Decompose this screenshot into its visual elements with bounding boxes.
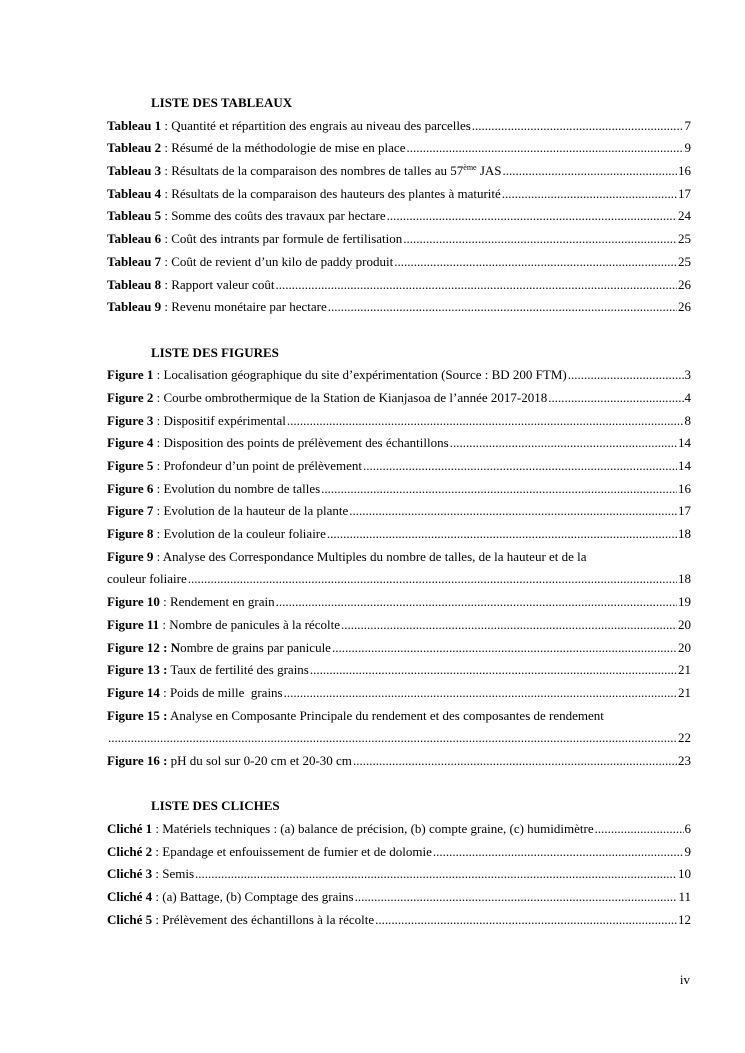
entry-label: Figure 13 :: [107, 662, 168, 678]
entry-label: Cliché 4: [107, 889, 153, 905]
entry-page: 18: [678, 526, 691, 542]
entry-second-line: [107, 727, 691, 750]
leader-dots: [332, 637, 677, 660]
leader-dots: [472, 115, 684, 138]
leader-dots: [341, 614, 677, 637]
leader-dots: [387, 205, 677, 228]
toc-entry-figure-7[interactable]: [107, 500, 691, 523]
entry-label: Figure 9: [107, 548, 154, 564]
toc-entry-tableau-3[interactable]: [107, 160, 691, 183]
leader-dots: [327, 523, 677, 546]
entry-label: Tableau 8: [107, 276, 162, 292]
toc-entry-figure-2[interactable]: [107, 387, 691, 410]
entry-text-continued: couleur foliaire: [107, 571, 187, 587]
entry-text: : Semis: [152, 866, 195, 882]
entry-page: 17: [678, 185, 691, 201]
entry-page: 17: [678, 503, 691, 519]
entry-page: 25: [678, 231, 691, 247]
toc-entry-figure-11[interactable]: [107, 614, 691, 637]
leader-dots: [406, 137, 683, 160]
toc-entry-tableau-5[interactable]: [107, 205, 691, 228]
toc-entry-figure-15[interactable]: [107, 705, 691, 750]
leader-dots: [328, 296, 677, 319]
entry-label: Tableau 7: [107, 253, 162, 269]
leader-dots: [503, 160, 677, 183]
entry-label: Cliché 5: [107, 911, 153, 927]
entry-text: ombre de grains par panicule: [180, 639, 331, 655]
leader-dots: [363, 455, 677, 478]
section-gap: [107, 773, 691, 796]
toc-entry-figure-6[interactable]: [107, 478, 691, 501]
toc-entry-cliche-2[interactable]: [107, 841, 691, 864]
entry-label: Tableau 2: [107, 140, 162, 156]
entry-page: 16: [678, 163, 691, 179]
entry-second-line: [107, 568, 691, 591]
leader-dots: [188, 568, 677, 591]
toc-entry-tableau-2[interactable]: [107, 137, 691, 160]
leader-dots: [287, 410, 684, 433]
entry-text: Analyse en Composante Principale du rendement et des composantes de rendement: [167, 707, 604, 723]
entry-page: 23: [678, 752, 691, 768]
toc-entry-figure-10[interactable]: [107, 591, 691, 614]
entry-text: : Profondeur d’un point de prélèvement: [153, 458, 363, 473]
section-title-tables: LISTE DES TABLEAUX: [151, 95, 293, 110]
leader-dots: [310, 659, 677, 682]
toc-entry-figure-5[interactable]: [107, 455, 691, 478]
entry-text: : Prélèvement des échantillons à la récolte: [152, 911, 375, 927]
leader-dots: [394, 251, 677, 274]
entry-text: : Nombre de panicules à la récolte: [159, 616, 340, 632]
entry-label: Figure 15 :: [107, 707, 168, 723]
entry-page: 10: [678, 866, 691, 882]
entry-page: 19: [678, 594, 691, 610]
entry-label: Tableau 3: [107, 163, 162, 179]
entry-page: 14: [678, 435, 691, 451]
toc-entry-cliche-4[interactable]: [107, 886, 691, 909]
entry-page: 22: [678, 730, 691, 746]
toc-entry-figure-13[interactable]: [107, 659, 691, 682]
toc-entry-figure-3[interactable]: [107, 410, 691, 433]
entry-page: 9: [684, 843, 691, 859]
entry-text: : Analyse des Correspondance Multiples du nombre de talles, de la hauteur et de la: [153, 548, 587, 564]
entry-label: Tableau 5: [107, 208, 162, 224]
leader-dots: [284, 682, 677, 705]
entry-page: 21: [678, 662, 691, 678]
leader-dots: [568, 364, 684, 387]
toc-entry-figure-4[interactable]: [107, 432, 691, 455]
toc-entry-tableau-7[interactable]: [107, 251, 691, 274]
entry-text: : Coût des intrants par formule de fertilisation: [161, 231, 403, 247]
leader-dots: [321, 478, 677, 501]
entry-text: : Revenu monétaire par hectare: [161, 299, 327, 315]
entry-page: 20: [678, 639, 691, 655]
leader-dots: [275, 274, 677, 297]
entry-page: 16: [678, 480, 691, 496]
entry-label: Figure 12 : N: [107, 639, 181, 655]
entry-page: 26: [678, 276, 691, 292]
entry-label: Cliché 3: [107, 866, 153, 882]
leader-dots: [502, 183, 677, 206]
leader-dots: [403, 228, 677, 251]
section-title-figures: LISTE DES FIGURES: [151, 344, 279, 360]
entry-text: : Résumé de la méthodologie de mise en place: [161, 140, 406, 156]
entry-page: 3: [684, 367, 691, 383]
entry-page: 18: [678, 571, 691, 587]
entry-text: : Evolution du nombre de talles: [153, 480, 321, 496]
toc-entry-tableau-4[interactable]: [107, 183, 691, 206]
entry-label: Figure 4: [107, 435, 154, 451]
entry-text: : Evolution de la couleur foliaire: [153, 526, 326, 542]
leader-dots: [433, 841, 684, 864]
toc-entry-figure-1[interactable]: [107, 364, 691, 387]
entry-label: Figure 6: [107, 480, 154, 496]
entry-text: Taux de fertilité des grains: [167, 662, 309, 678]
entry-text: [161, 160, 501, 183]
toc-entry-tableau-6[interactable]: [107, 228, 691, 251]
entry-superscript: ème: [463, 163, 477, 173]
toc-entry-tableau-8[interactable]: [107, 274, 691, 297]
entry-label: Tableau 9: [107, 299, 162, 315]
entry-text: : Localisation géographique du site d’expérimentation (Source : BD 200 FTM): [153, 367, 567, 383]
entry-text: : Coût de revient d’un kilo de paddy produit: [161, 253, 394, 269]
entry-text: : Rendement en grain: [159, 594, 275, 610]
leader-dots: [450, 432, 677, 455]
entry-label: Figure 11: [107, 616, 160, 632]
toc-entry-figure-12[interactable]: [107, 637, 691, 660]
entry-text: : Rapport valeur coût: [161, 276, 275, 292]
leader-dots: [108, 727, 677, 750]
leader-dots: [195, 863, 677, 886]
entry-label: Figure 8: [107, 526, 154, 542]
toc-entry-figure-14[interactable]: [107, 682, 691, 705]
leader-dots: [595, 818, 684, 841]
toc-entry-cliche-3[interactable]: [107, 863, 691, 886]
entry-page: 11: [678, 889, 691, 905]
entry-text: : Dispositif expérimental: [153, 412, 286, 428]
entry-label: Figure 10: [107, 594, 160, 610]
entry-text: : (a) Battage, (b) Comptage des grains: [152, 889, 354, 905]
entry-text: : Somme des coûts des travaux par hectare: [161, 208, 386, 224]
entry-text: : Quantité et répartition des engrais au niveau des parcelles: [161, 117, 471, 133]
entry-text-before: : Résultats de la comparaison des nombres de talles au 57: [161, 163, 464, 179]
entry-page: 4: [684, 389, 691, 405]
entry-first-line: [107, 546, 691, 569]
entry-page: 25: [678, 253, 691, 269]
entry-page: 26: [678, 299, 691, 315]
leader-dots: [548, 387, 683, 410]
entry-page: 12: [678, 911, 691, 927]
entry-page: 24: [678, 208, 691, 224]
entry-text-after: JAS: [476, 163, 502, 179]
entry-text: pH du sol sur 0-20 cm et 20-30 cm: [167, 752, 352, 768]
entry-label: Tableau 6: [107, 231, 162, 247]
entry-text: : Résultats de la comparaison des hauteurs des plantes à maturité: [161, 185, 501, 201]
toc-entry-figure-9[interactable]: [107, 546, 691, 591]
toc-entry-figure-8[interactable]: [107, 523, 691, 546]
entry-text: : Matériels techniques : (a) balance de précision, (b) compte graine, (c) humidimètre: [152, 821, 594, 836]
entry-page: 20: [678, 616, 691, 632]
entry-text: : Poids de mille grains: [159, 684, 283, 700]
entry-text: : Epandage et enfouissement de fumier et de dolomie: [152, 843, 432, 859]
entry-first-line: [107, 705, 691, 728]
leader-dots: [375, 909, 677, 932]
toc-entry-cliche-1[interactable]: [107, 818, 691, 841]
leader-dots: [353, 750, 677, 773]
entry-page: 7: [684, 117, 691, 133]
entry-label: Cliché 2: [107, 843, 153, 859]
entry-label: Figure 14: [107, 684, 160, 700]
entry-page: 14: [678, 458, 691, 473]
entry-text: : Courbe ombrothermique de la Station de Kianjasoa de l’année 2017-2018: [153, 389, 548, 405]
entry-label: Figure 1: [107, 367, 154, 383]
entry-label: Figure 2: [107, 389, 154, 405]
entry-page: 8: [684, 412, 691, 428]
entry-page: 6: [684, 821, 691, 836]
toc-entry-tableau-1[interactable]: [107, 115, 691, 138]
toc-entry-figure-16[interactable]: [107, 750, 691, 773]
entry-label: Figure 7: [107, 503, 154, 519]
entry-text: : Disposition des points de prélèvement des échantillons: [153, 435, 449, 451]
entry-page: 9: [684, 140, 691, 156]
toc-entry-cliche-5[interactable]: [107, 909, 691, 932]
entry-label: Tableau 1: [107, 117, 162, 133]
leader-dots: [349, 500, 677, 523]
leader-dots: [355, 886, 678, 909]
leader-dots: [276, 591, 677, 614]
entry-label: Tableau 4: [107, 185, 162, 201]
page-number: iv: [679, 972, 690, 987]
entry-page: 21: [678, 684, 691, 700]
entry-label: Figure 3: [107, 412, 154, 428]
section-title-cliches: LISTE DES CLICHES: [151, 798, 280, 814]
section-gap: [107, 319, 691, 342]
lists-content: [107, 92, 691, 931]
entry-text: : Evolution de la hauteur de la plante: [153, 503, 349, 519]
entry-label: Figure 5: [107, 458, 154, 473]
toc-entry-tableau-9[interactable]: [107, 296, 691, 319]
entry-label: Cliché 1: [107, 821, 153, 836]
entry-label: Figure 16 :: [107, 752, 168, 768]
